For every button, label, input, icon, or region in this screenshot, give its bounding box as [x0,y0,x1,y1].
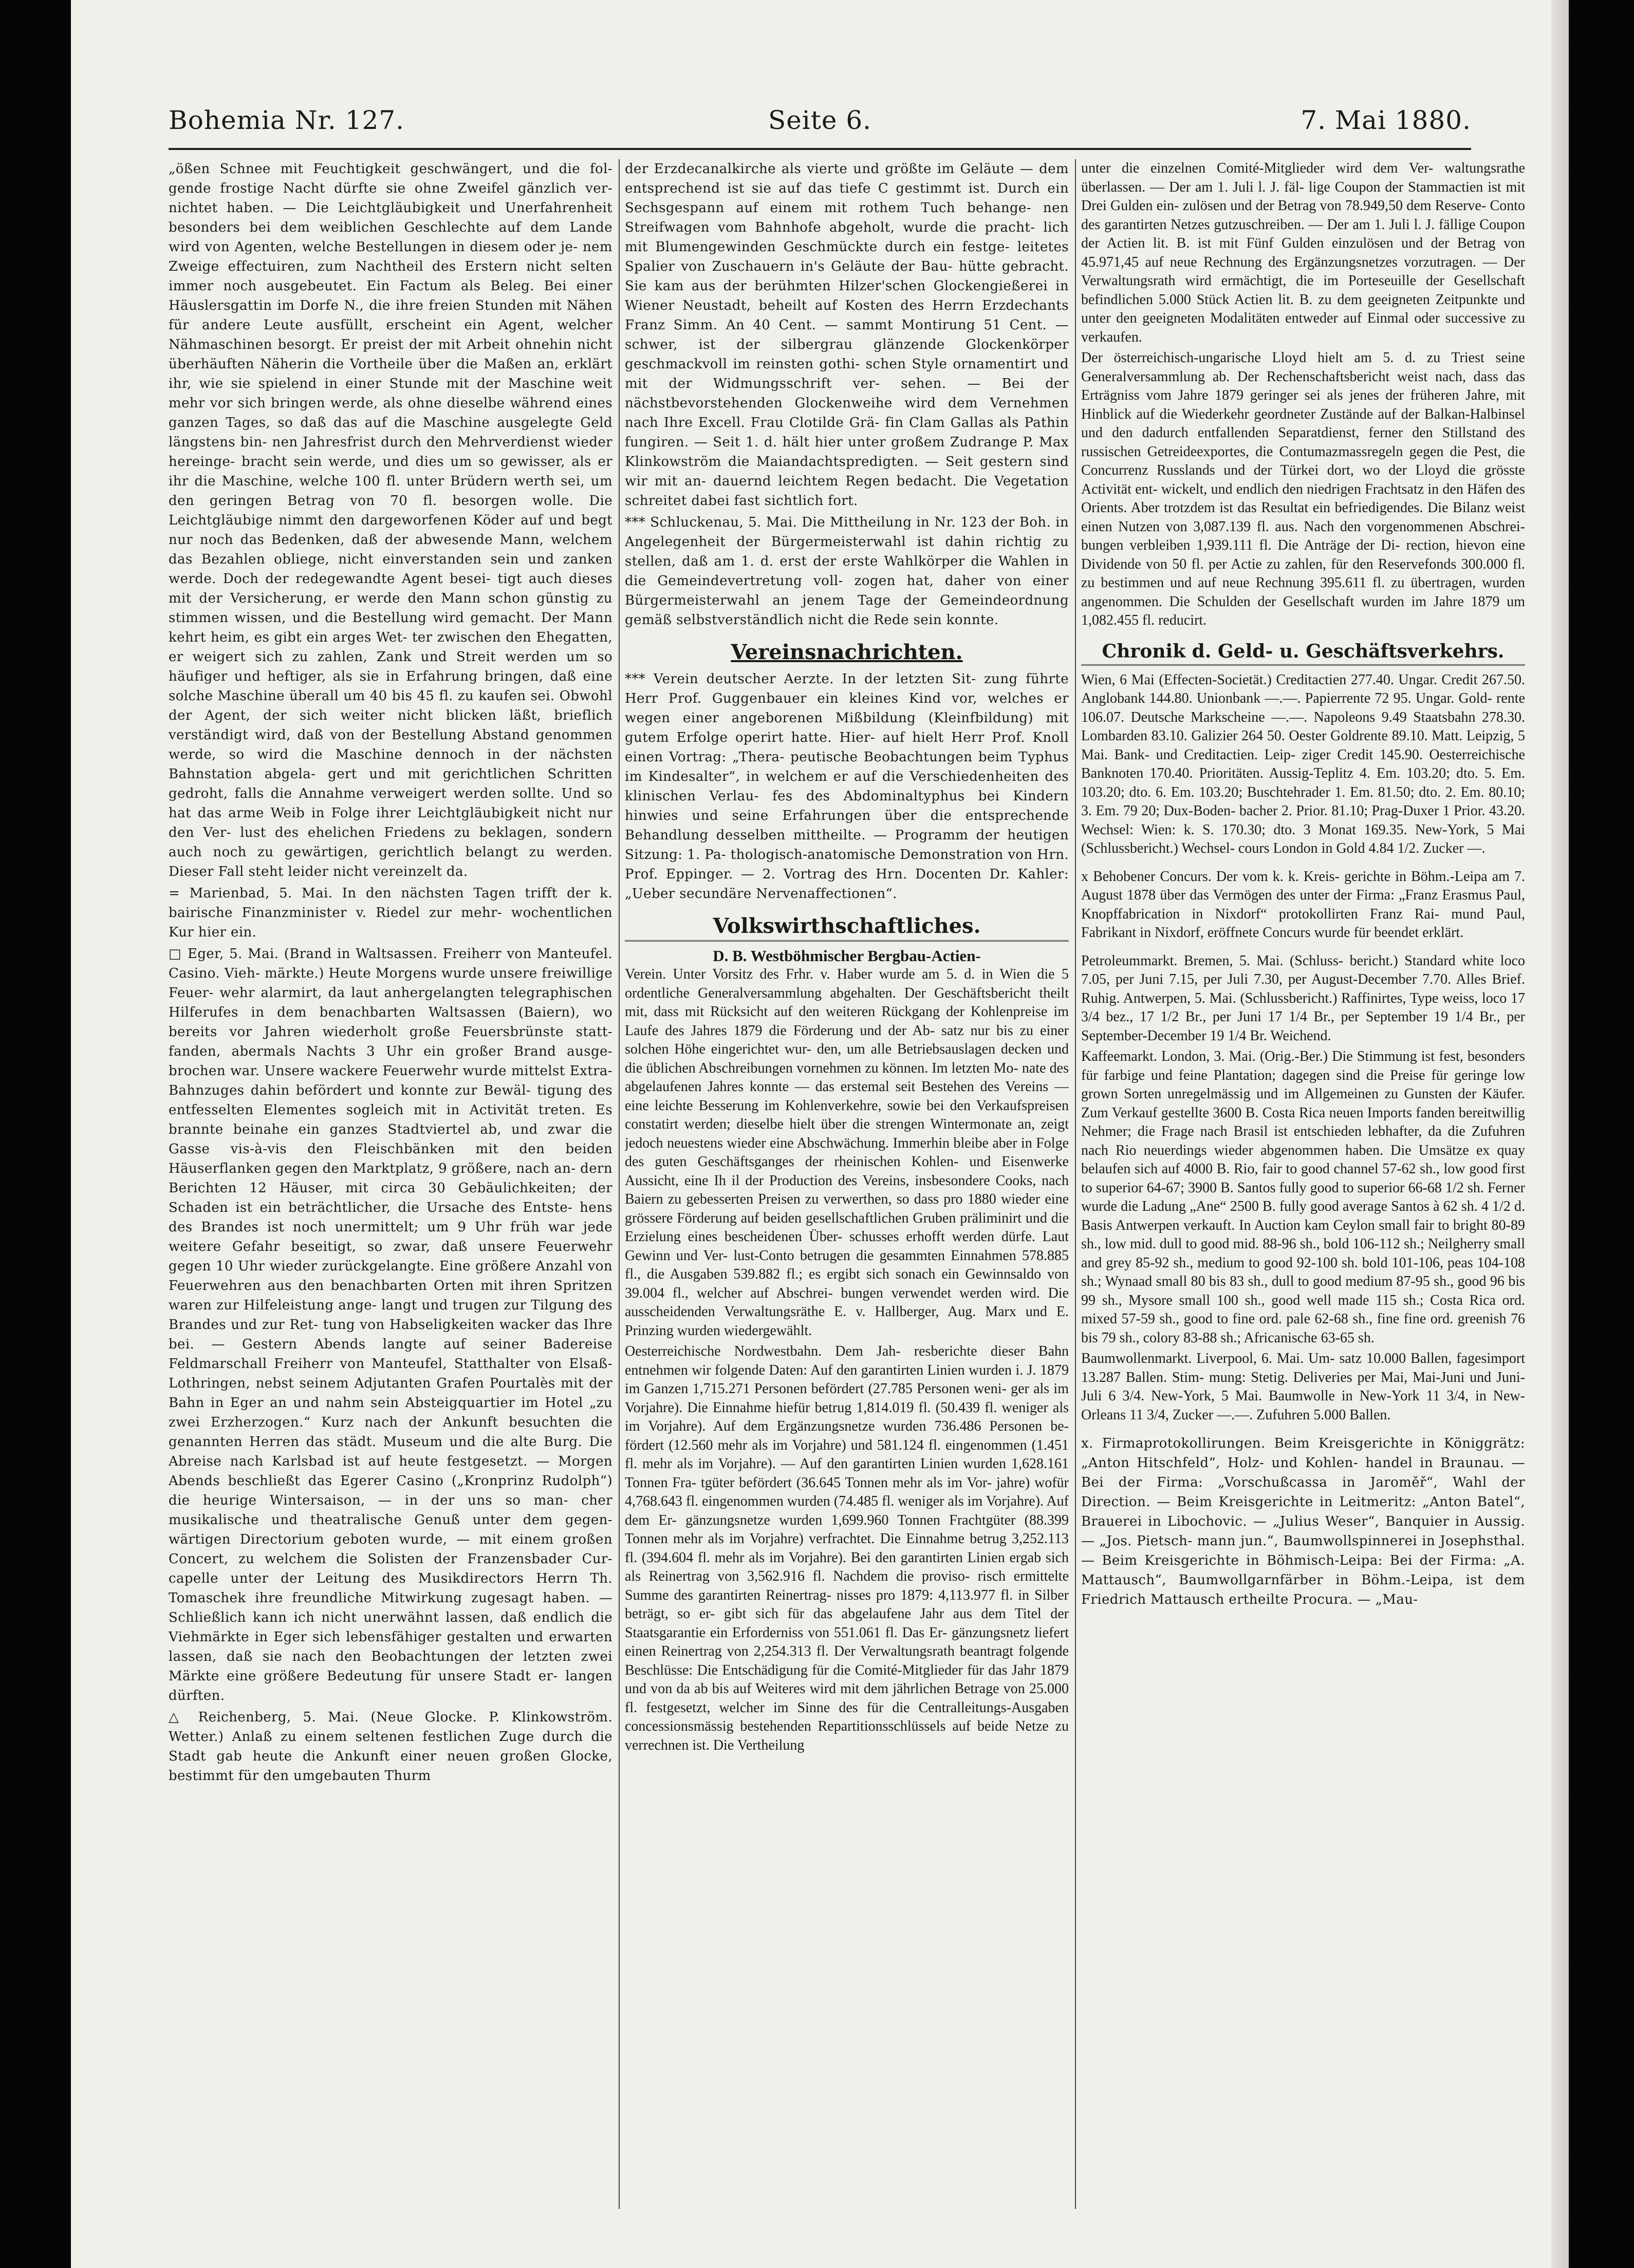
page-number: Seite 6. [768,105,872,135]
company-heading: D. B. Westböhmischer Bergbau-Actien- [713,947,981,965]
newspaper-page [71,0,1569,2268]
section-heading: Volkswirthschaftliches. [625,914,1069,942]
article-paragraph: der Erzdecanalkirche als vierte und größte im Geläute — dem entsprechend ist sie auf das tiefe C gestimmt ist. Durch ein Sechsgespann auf einem mit rothem Tuch behange- nen Streifwagen vom Bahnhofe abgeholt, wurde die pracht- lich mit Blumengewinden Geschmückte durch ein festge- leitetes Spalier von Zuschauern in's Geläute der Bau- hütte gebracht. Sie kam aus der berühmten Hilzer'schen Glockengießerei in Wiener Neustadt, beheilt auf Kosten des Herrn Erzdechants Franz Simm. An 40 Cent. — sammt Montirung 51 Cent. — schwer, ist der silbergrau glänzende Glockenkörper geschmackvoll im reinsten gothi- schen Style ornamentirt und mit der Widmungsschrift ver- sehen. — Bei der nächstbevorstehenden Glockenweihe wird dem Vernehmen nach Ihre Excell. Frau Clotilde Grä- fin Clam Gallas als Pathin fungiren. — Seit 1. d. hält hier unter großem Zudrange P. Max Klinkowström die Maiandachtspredigten. — Seit gestern sind wir mit an- dauernd leichtem Regen bedacht. Die Vegetation schreitet dabei fast sichtlich fort. [625,161,1069,509]
article-bergbau: Verein. Unter Vorsitz des Frhr. v. Haber wurde am 5. d. in Wien die 5 ordentliche Generalversammlung abgehalten. Der Geschäftsbericht theilt mit, dass mit Rücksicht auf den weiteren Rückgang der Kohlenpreise im Laufe des Jahres 1879 die Förderung und der Ab- satz nur bis zu einer solchen Höhe eingerichtet wur- den, um alle Betriebsauslagen decken und die üblichen Abschreibungen vornehmen zu können. Im letzten Mo- nate des abgelaufenen Jahres konnte — das erstemal seit Bestehen des Vereins — eine leichte Besserung im Kohlenverkehre, sowie bei den Verkaufspreisen constatirt werden; dieselbe hielt über die strengen Wintermonate an, zeigt jedoch neuestens wieder eine Abschwächung. Immerhin bleibe aber in Folge des guten Geschäftsganges der rheinischen Kohlen- und Eisenwerke Aussicht, eine Ih il der Production des Vereins, insbesondere Cooks, nach Baiern zu gebesserten Preisen zu verwerthen, so dass pro 1880 wieder eine grössere Förderung auf beiden gesellschaftlichen Gruben präliminirt und die Erzielung eines bescheidenen Über- schusses erhofft werden dürfe. Laut Gewinn und Ver- lust-Conto betrugen die gesammten Einnahmen 578.885 fl., die Ausgaben 539.882 fl.; es ergibt sich sonach ein Gewinnsaldo von 39.004 fl., welcher auf Abschrei- bungen verwendet werden wird. Die ausscheidenden Verwaltungsräthe E. v. Hallberger, Aug. Marx und E. Prinzing wurden wiedergewählt. [625,966,1069,1339]
market-report-exchange: Wien, 6 Mai (Effecten-Societät.) Creditactien 277.40. Ungar. Credit 267.50. Anglobank 144.80. Unionbank —.—. Papierrente 72 95. Ungar. Gold- rente 106.07. Deutsche Markscheine —.—. Napoleons 9.49 Staatsbahn 278.30. Lombarden 83.10. Galizier 264 50. Oester Goldrente 89.10. Matt. Leipzig, 5 Mai. Bank- und Creditactien. Leip- ziger Credit 145.90. Oesterreichische Banknoten 170.40. Prioritäten. Aussig-Teplitz 4. Em. 103.20; dto. 5. Em. 103.20; dto. 6. Em. 103.20; Buschtehrader 1. Em. 81.50; dto. 2. Em. 80.10; 3. Em. 79 20; Dux-Boden- bacher 2. Prior. 81.10; Prag-Duxer 1 Prior. 43.20. Wechsel: Wien: k. S. 170.30; dto. 3 Monat 169.35. New-York, 5 Mai (Schlussbericht.) Wechsel- cours London in Gold 4.84 1/2. Zucker —. [1081,671,1525,856]
article-lloyd: Der österreichisch-ungarische Lloyd hielt am 5. d. zu Triest seine Generalversammlung ab. Der Rechenschaftsbericht weist nach, dass das Erträgniss vom Jahre 1879 geringer sei als jenes der früheren Jahre, mit Hinblick auf die Wiederkehr geordneter Zustände auf der Balkan-Halbinsel und den dadurch entfallenden Separatdienst, ferner den Stillstand des russischen Getreideexportes, die Contumazmassregeln gegen die Pest, die Concurrenz Russlands und der Türkei dort, wo der Lloyd die grösste Activität ent- wickelt, und endlich den niedrigen Frachtsatz in den Häfen des Orients. Aber trotzdem ist das Resultat ein befriedigendes. Die Bilanz weist einen Nutzen von 3,087.139 fl. aus. Nach den vorgenommenen Abschrei- bungen verbleiben 1,939.111 fl. Die Anträge der Di- rection, hievon eine Dividende von 50 fl. per Actie zu zahlen, für den Reservefonds 300.000 fl. zu bestimmen und auf neue Rechnung 395.611 fl. zu übertragen, wurden angenommen. Die Schulden der Gesellschaft wurden im Jahre 1879 um 1,082.455 fl. reducirt. [1081,350,1525,628]
column-right [1081,159,1525,2209]
article-concurs: x Behobener Concurs. Der vom k. k. Kreis- gerichte in Böhm.-Leipa am 7. August 1878 über das Vermögen des unter der Firma: „Franz Erasmus Paul, Knopffabrication in Nixdorf“ protokollirten Franz Rai- mund Paul, Fabrikant in Nixdorf, eröffnete Concurs wurde für beendet erklärt. [1081,868,1525,941]
scan-border-right [1569,0,1634,2268]
issue-date: 7. Mai 1880. [1301,105,1471,135]
section-heading: Chronik d. Geld- u. Geschäftsverkehrs. [1081,641,1525,666]
column-rule [1075,159,1076,2209]
column-left [169,159,612,2209]
article-marienbad: = Marienbad, 5. Mai. In den nächsten Tagen trifft der k. bairische Finanzminister v. Riedel zur mehr- wochentlichen Kur hier ein. [169,886,612,940]
column-rule [619,159,620,2209]
header-rule [169,148,1471,150]
newspaper-title: Bohemia Nr. 127. [169,105,405,135]
column-middle [625,159,1069,2209]
article-eger: □ Eger, 5. Mai. (Brand in Waltsassen. Freiherr von Manteufel. Casino. Vieh- märkte.) Heute Morgens wurde unsere freiwillige Feuer- wehr alarmirt, da laut anhergelangten telegraphischen Hilferufes in dem benachbarten Waltsassen (Baiern), wo bereits vor Jahren wiederholt große Feuersbrünste statt- fanden, abermals Nachts 3 Uhr ein großer Brand ausge- brochen war. Unsere wackere Feuerwehr wurde mittelst Extra-Bahnzuges dahin befördert und konnte zur Bewäl- tigung des entfesselten Elementes sogleich mit in Activität treten. Es brannte beinahe ein ganzes Stadtviertel ab, und zwar die Gasse vis-à-vis den Fleischbänken mit den beiden Häuserflanken gegen den Marktplatz, 9 größere, nach an- dern Berichten 12 Häuser, mit circa 30 Gebäulichkeiten; der Schaden ist ein beträchtlicher, die Ursache des Entste- hens des Brandes ist noch unermittelt; um 9 Uhr früh war jede weitere Gefahr beseitigt, so zwar, daß unsere Feuerwehr gegen 10 Uhr wieder zurückgelangte. Eine größere Anzahl von Feuerwehren aus den benachbarten Orten mit ihren Spritzen waren zur Hilfeleistung ange- langt und trugen zur Tilgung des Brandes und zur Ret- tung von Habseligkeiten wacker das Ihre bei. — Gestern Abends langte auf seiner Badereise Feldmarschall Freiherr von Manteufel, Statthalter von Elsaß-Lothringen, nebst seinem Adjutanten Grafen Pourtalès mit der Bahn in Eger an und nahm sein Absteigquartier im Hotel „zu zwei Erzherzogen.“ Kurz nach der Ankunft besuchten die genannten Herren das städt. Museum und die alte Burg. Die Abreise nach Karlsbad ist auf heute festgesetzt. — Morgen Abends beschließt das Egerer Casino („Kronprinz Rudolph“) die heurige Wintersaison, — in der uns so man- cher musikalische und theatralische Genuß unter dem gegen- wärtigen Directorium geboten wurde, — mit einem großen Concert, zu welchem die Solisten der Franzensbader Cur- capelle unter der Leitung des Musikdirectors Herrn Th. Tomaschek ihre freundliche Mitwirkung zugesagt haben. — Schließlich kann ich nicht unerwähnt lassen, daß endlich die Viehmärkte in Eger sich lebensfähiger gestalten und erwarten lassen, daß sie nach den Beobachtungen der letzten zwei Märkte eine größere Bedeutung für unsere Stadt er- langen dürften. [169,946,612,1703]
article-firm-registrations: x. Firmaprotokollirungen. Beim Kreisgerichte in Königgrätz: „Anton Hitschfeld“, Holz- und Kohlen- handel in Braunau. — Bei der Firma: „Vorschußcassa in Jaroměř“, Wahl der Direction. — Beim Kreisgerichte in Leitmeritz: „Anton Batel“, Brauerei in Libochovic. — „Julius Weser“, Banquier in Aussig. — „Jos. Pietsch- mann jun.“, Baumwollspinnerei in Josephsthal. — Beim Kreisgerichte in Böhmisch-Leipa: Bei der Firma: „A. Mattausch“, Baumwollgarnfärber in Böhm.-Leipa, ist dem Friedrich Mattausch ertheilte Procura. — „Mau- [1081,1436,1525,1607]
scan-border-left [0,0,71,2268]
market-report-cotton: Baumwollenmarkt. Liverpool, 6. Mai. Um- satz 10.000 Ballen, fagesimport 13.287 Ballen. Stim- mung: Stetig. Deliveries per Mai, Mai-Juni und Juni- Juli 6 3/4. New-York, 5 Mai. Baumwolle in New-York 11 3/4, in New-Orleans 11 3/4, Zucker —.—. Zufuhren 5.000 Ballen. [1081,1351,1525,1423]
section-heading: Vereinsnachrichten. [731,640,963,664]
article-reichenberg: △ Reichenberg, 5. Mai. (Neue Glocke. P. Klinkowström. Wetter.) Anlaß zu einem seltenen festlichen Zuge durch die Stadt gab heute die Ankunft einer neuen großen Glocke, bestimmt für den umgebauten Thurm [169,1710,612,1784]
article-schluckenau: *** Schluckenau, 5. Mai. Die Mittheilung in Nr. 123 der Boh. in Angelegenheit der Bürgermeisterwahl ist dahin richtig zu stellen, daß am 1. d. erst der erste Wahlkörper die Wahlen in die Gemeindevertretung voll- zogen hat, daher von einer Bürgermeisterwahl an jenem Tage der Gemeindeordnung gemäß selbstverständlich nicht die Rede sein konnte. [625,515,1069,628]
article-paragraph: „ößen Schnee mit Feuchtigkeit geschwängert, und die fol- gende frostige Nacht dürfte sie ohne Zweifel gänzlich ver- nichtet haben. — Die Leichtgläubigkeit und Unerfahrenheit besonders bei dem weiblichen Geschlechte auf dem Lande wird von Agenten, welche Bestellungen in diesem oder je- nem Zweige effectuiren, zum Nachtheil des Erstern nicht selten immer noch ausgebeutet. Ein Factum als Beleg. Bei einer Häuslersgattin im Dorfe N., die ihre freien Stunden mit Nähen für andere Leute ausfüllt, erscheint ein Agent, welcher Nähmaschinen besorgt. Er preist der mit Arbeit ohnehin nicht überhäuften Näherin die Vortheile über die Maßen an, erklärt ihr, wie sie spielend in einer Stunde mit der Maschine weit mehr vor sich bringen werde, als ohne dieselbe während eines ganzen Tages, so daß das auf die Maschine ausgelegte Geld längstens bin- nen Jahresfrist durch den Mehrverdienst wieder hereinge- bracht sein werde, und dies um so gewisser, als er ihr die Maschine, welche 100 fl. unter Brüdern werth sei, um den geringen Betrag von 70 fl. besorgen wolle. Die Leichtgläubige nimmt den dargeworfenen Köder auf und begt nur noch das Bedenken, daß der abwesende Mann, welchem das Bezahlen obliege, nicht einverstanden sein und zanken werde. Doch der redegewandte Agent besei- tigt auch dieses mit der Versicherung, er werde den Mann schon günstig zu stimmen wissen, und die Bestellung wird gemacht. Der Mann kehrt heim, es gibt ein arges Wet- ter zwischen den Ehegatten, er weigert sich zu zahlen, Zank und Streit werden um so häufiger und heftiger, als sie in Erfahrung bringen, daß eine solche Maschine überall um 40 bis 45 fl. zu kaufen sei. Obwohl der Agent, der sich weiter nicht blicken läßt, brieflich verständigt wird, daß von der Bestellung Abstand genommen werde, so wird die Maschine dennoch in der nächsten Bahnstation abgela- gert und mit gerichtlichen Schritten gedroht, falls die Annahme verweigert werden sollte. Und so hat das arme Weib in Folge ihrer Leichtgläubigkeit nicht nur den Ver- lust des ehelichen Friedens zu beklagen, sondern auch noch zu gewärtigen, gerichtlich belangt zu werden. Dieser Fall steht leider nicht vereinzelt da. [169,161,612,879]
columns [169,159,1525,2209]
market-report-coffee: Kaffeemarkt. London, 3. Mai. (Orig.-Ber.) Die Stimmung ist fest, besonders für farbige und feine Plantation; dagegen sind die Preise für geringe low grown Sorten unregelmässig und im Allgemeinen zu Gunsten der Käufer. Zum Verkauf gestellte 3600 B. Costa Rica neuen Imports fanden bereitwillig Nehmer; die Frage nach Brasil ist entschieden lebhafter, da die Zufuhren nach Rio neuerdings wieder abgenommen haben. Die Umsätze ex quay belaufen sich auf 4000 B. Rio, fair to good channel 57-62 sh., low good first to superior 64-67; 3900 B. Santos fully good to superior 66-68 1/2 sh. Ferner wurde die Ladung „Ane“ 2500 B. fully good average Santos à 62 sh. 4 1/2 d. Basis Antwerpen verkauft. In Auction kam Ceylon small fair to bright 80-89 sh., low mid. dull to good mid. 88-96 sh., bold 106-112 sh.; Neilgherry small and grey 85-92 sh., medium to good 92-100 sh. bold 101-106, peas 104-108 sh.; Wynaad small 80 bis 83 sh., dull to good medium 87-95 sh., good 96 bis 99 sh., Mysore small 100 sh., good well made 115 sh.; Costa Rica ord. mixed 57-59 sh., good to fine ord. pale 62-68 sh., fine fine ord. greenish 76 bis 79 sh., colory 83-88 sh.; Africanische 63-65 sh. [1081,1048,1525,1346]
market-report-petroleum: Petroleummarkt. Bremen, 5. Mai. (Schluss- bericht.) Standard white loco 7.05, per Juni 7.15, per Juli 7.30, per August-December 7.70. Alles Brief. Ruhig. Antwerpen, 5. Mai. (Schlussbericht.) Raffinirtes, Type weiss, loco 17 3/4 bez., 17 1/2 Br., per Juni 17 1/4 Br., per September 19 1/4 Br., per September-December 19 1/4 Br. Weichend. [1081,952,1525,1044]
article-verein-aerzte: *** Verein deutscher Aerzte. In der letzten Sit- zung führte Herr Prof. Guggenbauer ein kleines Kind vor, welches er wegen einer angeborenen Mißbildung (Kleinfbildung) mit gutem Erfolge operirt hatte. Hier- auf hielt Herr Prof. Knoll einen Vortrag: „Thera- peutische Beobachtungen beim Typhus im Kindesalter“, in welchem er auf die Verschiedenheiten des klinischen Verlau- fes des Abdominaltyphus bei Kindern hinwies und seine Erfahrungen über die entsprechende Behandlung desselben mittheilte. — Programm der heutigen Sitzung: 1. Pa- thologisch-anatomische Demonstration von Hrn. Prof. Eppinger. — 2. Vortrag des Hrn. Docenten Dr. Kahler: „Ueber secundäre Nervenaffectionen“. [625,671,1069,902]
page-edge-shadow [1551,0,1569,2268]
page-header [169,105,1471,141]
article-nordwestbahn: Oesterreichische Nordwestbahn. Dem Jah- resberichte dieser Bahn entnehmen wir folgende Daten: Auf den garantirten Linien wurden i. J. 1879 im Ganzen 1,715.271 Personen befördert (27.785 Personen weni- ger als im Vorjahre). Die Einnahme hiefür betrug 1,814.019 fl. (50.439 fl. weniger als im Vorjahre). Auf dem Ergänzungsnetze wurden 736.486 Personen be- fördert (12.560 mehr als im Vorjahre) und 581.124 fl. eingenommen (1.451 fl. mehr als im Vorjahre). — Auf den garantirten Linien wurden 1,628.161 Tonnen Fra- tgüter befördert (36.645 Tonnen mehr als im Vor- jahre) wofür 4,768.643 fl. eingenommen wurden (74.485 fl. weniger als im Vorjahre). Auf dem Er- gänzungsnetze wurden 1,699.960 Tonnen Frachtgüter (88.399 Tonnen mehr als im Vorjahre) verfrachtet. Die Einnahme betrug 3,252.113 fl. (394.604 fl. mehr als im Vorjahre). Bei den garantirten Linien ergab sich als Reinertrag von 3,562.916 fl. Nachdem die proviso- risch ermittelte Summe des garantirten Reinertrag- nisses pro 1879: 4,113.977 fl. in Silber beträgt, so er- gibt sich für das abgelaufene Jahr aus dem Titel der Staatsgarantie ein Erforderniss von 551.061 fl. Das Er- gänzungsnetz liefert einen Reinertrag von 2,254.313 fl. Der Verwaltungsrath beantragt folgende Beschlüsse: Die Entschädigung für die Comité-Mitglieder für das Jahr 1879 und von da ab bis auf Weiteres wird mit dem jährlichen Betrage von 25.000 fl. festgesetzt, welcher im Sinne des für die Centralleitungs-Ausgaben concessionsmässig bestehenden Repartitionsschlüssels auf beide Netze zu verrechnen ist. Die Vertheilung [625,1343,1069,1753]
article-paragraph: unter die einzelnen Comité-Mitglieder wird dem Ver- waltungsrathe überlassen. — Der am 1. Juli l. J. fäl- lige Coupon der Stammactien ist mit Drei Gulden ein- zulösen und der Betrag von 78.949,50 dem Reserve- Conto des garantirten Netzes gutzuschreiben. — Der am 1. Juli l. J. fällige Coupon der Actien lit. B. ist mit Fünf Gulden einzulösen und der Betrag von 45.971,45 auf neue Rechnung des Ergänzungsnetzes vorzutragen. — Der Verwaltungsrath wird ermächtigt, die im Porteseuille der Gesellschaft befindlichen 5.000 Stück Actien lit. B. zu dem geeigneten Zeitpunkte und unter den geeigneten Modalitäten entweder auf Einmal oder successive zu verkaufen. [1081,160,1525,345]
